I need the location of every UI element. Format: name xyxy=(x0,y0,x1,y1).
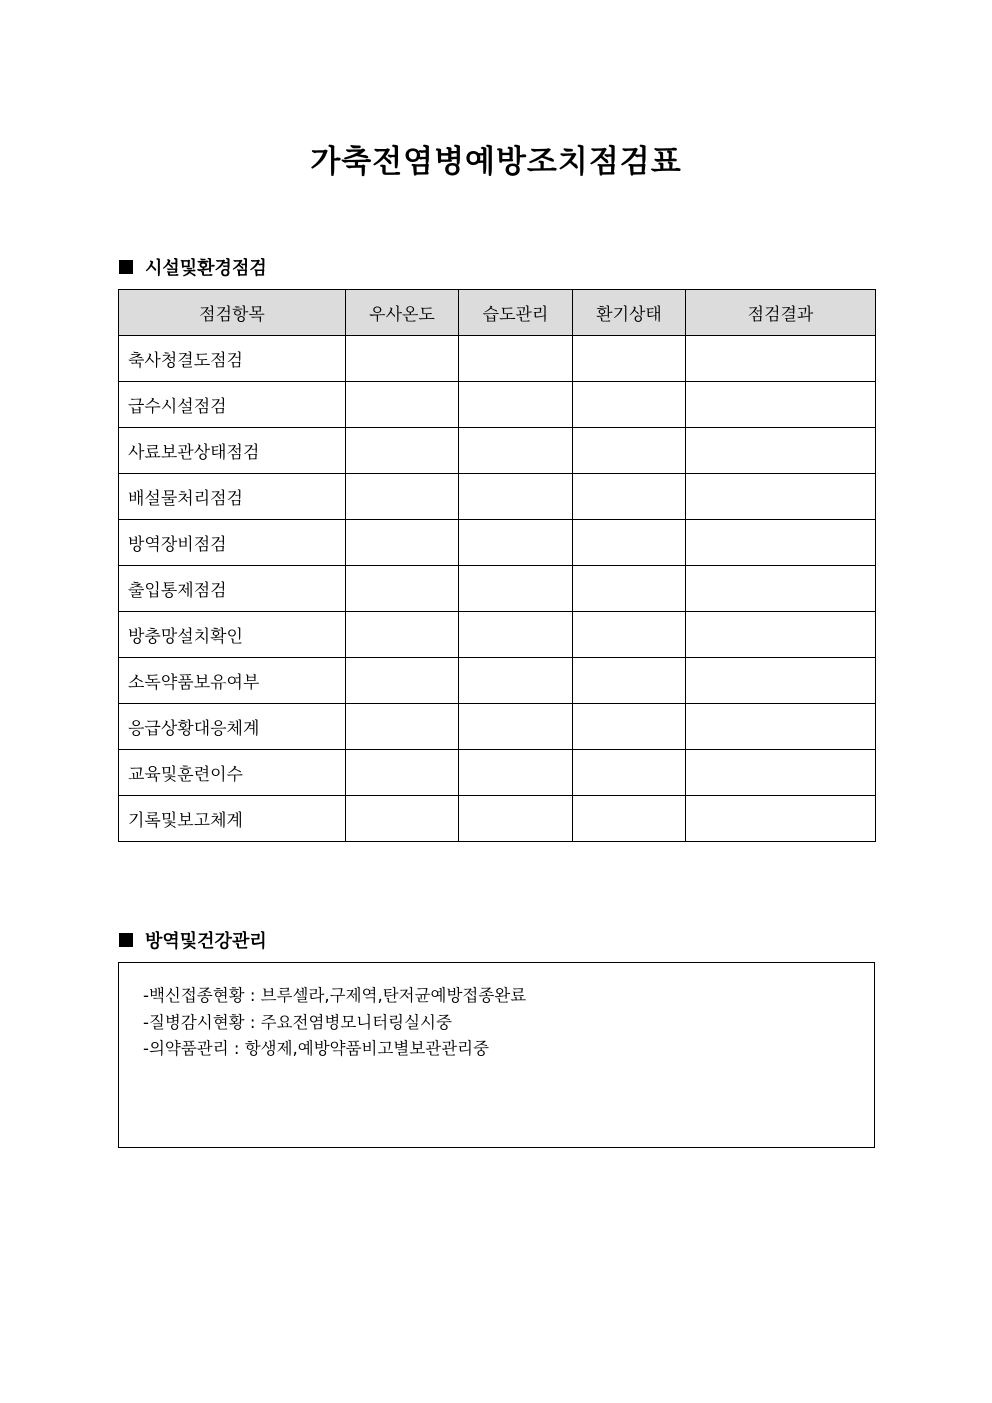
row-item-label: 방역장비점검 xyxy=(119,520,346,566)
humidity-cell[interactable] xyxy=(459,474,573,520)
temperature-cell[interactable] xyxy=(346,474,459,520)
humidity-cell[interactable] xyxy=(459,566,573,612)
ventilation-cell[interactable] xyxy=(573,520,686,566)
section-heading-label: 시설및환경점검 xyxy=(145,258,267,279)
row-item-label: 출입통제점검 xyxy=(119,566,346,612)
table-row xyxy=(119,336,876,382)
column-header-item: 점검항목 xyxy=(119,290,346,336)
table-row xyxy=(119,796,876,842)
ventilation-cell[interactable] xyxy=(573,796,686,842)
table-row xyxy=(119,612,876,658)
square-bullet-icon xyxy=(119,933,133,947)
temperature-cell[interactable] xyxy=(346,796,459,842)
column-header-result: 점검결과 xyxy=(686,290,876,336)
ventilation-cell[interactable] xyxy=(573,750,686,796)
ventilation-cell[interactable] xyxy=(573,382,686,428)
table-row xyxy=(119,520,876,566)
row-item-label: 방충망설치확인 xyxy=(119,612,346,658)
humidity-cell[interactable] xyxy=(459,658,573,704)
temperature-cell[interactable] xyxy=(346,382,459,428)
humidity-cell[interactable] xyxy=(459,796,573,842)
temperature-cell[interactable] xyxy=(346,704,459,750)
result-cell[interactable] xyxy=(686,796,876,842)
result-cell[interactable] xyxy=(686,428,876,474)
result-cell[interactable] xyxy=(686,658,876,704)
result-cell[interactable] xyxy=(686,566,876,612)
note-line-medicine-management: -의약품관리 : 항생제,예방약품비고별보관관리중 xyxy=(143,1039,490,1058)
result-cell[interactable] xyxy=(686,520,876,566)
section-heading-facility xyxy=(119,254,267,280)
result-cell[interactable] xyxy=(686,612,876,658)
ventilation-cell[interactable] xyxy=(573,428,686,474)
table-row xyxy=(119,474,876,520)
row-item-label: 소독약품보유여부 xyxy=(119,658,346,704)
result-cell[interactable] xyxy=(686,382,876,428)
section-heading-label: 방역및건강관리 xyxy=(145,931,267,952)
row-item-label: 배설물처리점검 xyxy=(119,474,346,520)
row-item-label: 교육및훈련이수 xyxy=(119,750,346,796)
row-item-label: 사료보관상태점검 xyxy=(119,428,346,474)
ventilation-cell[interactable] xyxy=(573,474,686,520)
result-cell[interactable] xyxy=(686,474,876,520)
column-header-humidity: 습도관리 xyxy=(459,290,573,336)
ventilation-cell[interactable] xyxy=(573,658,686,704)
ventilation-cell[interactable] xyxy=(573,704,686,750)
quarantine-notes-box xyxy=(118,962,875,1148)
table-row xyxy=(119,428,876,474)
humidity-cell[interactable] xyxy=(459,750,573,796)
ventilation-cell[interactable] xyxy=(573,336,686,382)
note-line-disease-surveillance: -질병감시현황 : 주요전염병모니터링실시중 xyxy=(143,1012,452,1032)
column-header-ventilation: 환기상태 xyxy=(573,290,686,336)
section-heading-quarantine xyxy=(119,927,267,953)
row-item-label: 축사청결도점검 xyxy=(119,336,346,382)
table-row xyxy=(119,566,876,612)
humidity-cell[interactable] xyxy=(459,520,573,566)
humidity-cell[interactable] xyxy=(459,382,573,428)
result-cell[interactable] xyxy=(686,336,876,382)
row-item-label: 기록및보고체계 xyxy=(119,796,346,842)
temperature-cell[interactable] xyxy=(346,566,459,612)
humidity-cell[interactable] xyxy=(459,612,573,658)
result-cell[interactable] xyxy=(686,750,876,796)
table-row xyxy=(119,658,876,704)
temperature-cell[interactable] xyxy=(346,520,459,566)
document-title: 가축전염병예방조치점검표 xyxy=(310,144,682,180)
temperature-cell[interactable] xyxy=(346,612,459,658)
temperature-cell[interactable] xyxy=(346,336,459,382)
facility-check-table xyxy=(118,289,876,842)
temperature-cell[interactable] xyxy=(346,750,459,796)
result-cell[interactable] xyxy=(686,704,876,750)
note-line-vaccination: -백신접종현황 : 브루셀라,구제역,탄저균예방접종완료 xyxy=(143,986,527,1005)
table-row xyxy=(119,382,876,428)
humidity-cell[interactable] xyxy=(459,704,573,750)
square-bullet-icon xyxy=(119,260,133,274)
row-item-label: 응급상황대응체계 xyxy=(119,704,346,750)
table-row xyxy=(119,750,876,796)
temperature-cell[interactable] xyxy=(346,658,459,704)
temperature-cell[interactable] xyxy=(346,428,459,474)
column-header-temperature: 우사온도 xyxy=(346,290,459,336)
humidity-cell[interactable] xyxy=(459,428,573,474)
table-row xyxy=(119,704,876,750)
humidity-cell[interactable] xyxy=(459,336,573,382)
ventilation-cell[interactable] xyxy=(573,566,686,612)
table-header-row xyxy=(119,290,876,336)
ventilation-cell[interactable] xyxy=(573,612,686,658)
row-item-label: 급수시설점검 xyxy=(119,382,346,428)
